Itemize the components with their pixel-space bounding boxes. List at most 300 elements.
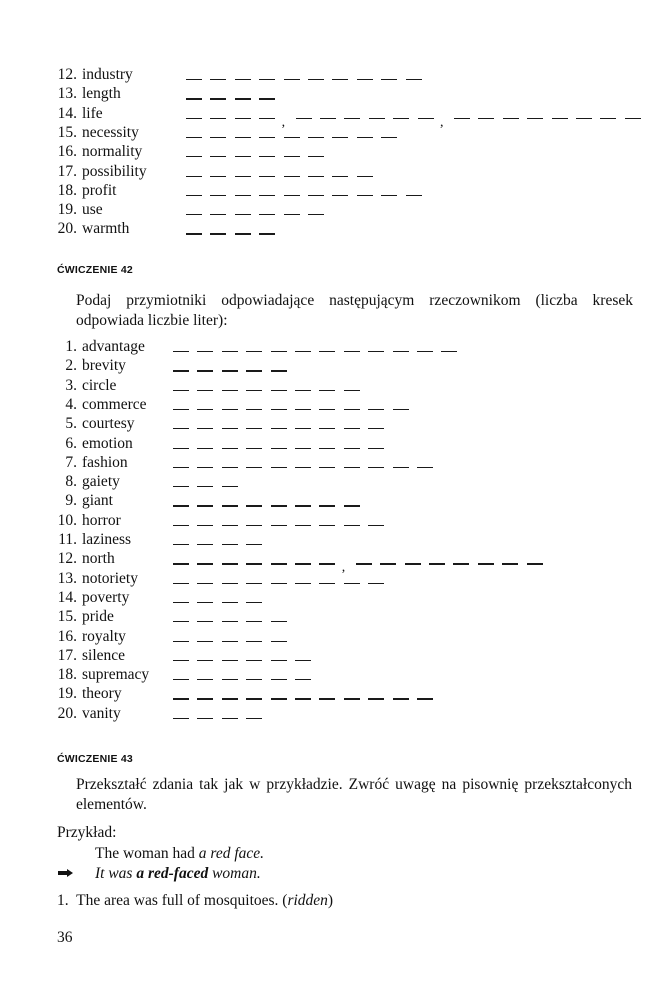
letter-dash (344, 409, 360, 410)
list-item (51, 220, 651, 238)
letter-dash (173, 467, 189, 468)
letter-dash (271, 583, 287, 584)
item-number: 18. (57, 666, 77, 684)
letter-dash (197, 602, 213, 603)
letter-dash (246, 602, 262, 603)
letter-dash (173, 679, 189, 680)
letter-dash (197, 621, 213, 622)
item-number: 8. (65, 473, 77, 491)
letter-dash (344, 118, 360, 119)
list-item (51, 104, 651, 130)
letter-dash (357, 195, 373, 196)
letter-dash (503, 118, 519, 119)
list-item (51, 163, 651, 181)
item-word: vanity (82, 704, 121, 722)
list-item (51, 357, 651, 375)
list-item (51, 377, 651, 395)
list-item (51, 647, 651, 665)
item-hint-italic: ridden (287, 892, 328, 909)
pointing-hand-icon (58, 868, 74, 878)
item-number: 14. (57, 104, 77, 122)
example-plain-text: The woman had (95, 845, 199, 862)
letter-dash (344, 467, 360, 468)
letter-dash (332, 137, 348, 138)
letter-dash (173, 718, 189, 719)
letter-dash (210, 195, 226, 196)
letter-dash (319, 563, 335, 564)
letter-dash (625, 118, 641, 119)
letter-dash (357, 176, 373, 177)
letter-dash (368, 525, 384, 526)
letter-dash (197, 351, 213, 352)
letter-dash (222, 390, 238, 391)
letter-dash (368, 351, 384, 352)
letter-dash (173, 583, 189, 584)
letter-dash (222, 679, 238, 680)
letter-dash (344, 351, 360, 352)
item-word: circle (82, 376, 117, 394)
letter-dash (246, 698, 262, 699)
letter-dash (246, 679, 262, 680)
letter-dash (186, 118, 202, 119)
item-number: 9. (65, 492, 77, 510)
letter-dash (210, 214, 226, 215)
letter-dash (186, 214, 202, 215)
item-number: 16. (57, 627, 77, 645)
list-item (51, 85, 651, 103)
item-word: emotion (82, 434, 133, 452)
list-item (51, 454, 651, 472)
letter-dash (246, 409, 262, 410)
letter-dash (246, 660, 262, 661)
letter-dash (357, 137, 373, 138)
list-item (51, 124, 651, 142)
letter-dash (381, 137, 397, 138)
letter-dash (478, 563, 494, 564)
letter-dash (319, 525, 335, 526)
letter-dash (197, 544, 213, 545)
letter-dash (246, 428, 262, 429)
letter-dash (259, 156, 275, 157)
item-word: possibility (82, 162, 147, 180)
item-number: 14. (57, 588, 77, 606)
letter-dash (296, 118, 312, 119)
letter-dash (173, 390, 189, 391)
letter-dash (222, 351, 238, 352)
letter-dash (332, 176, 348, 177)
page-number: 36 (57, 929, 73, 946)
item-word: royalty (82, 627, 126, 645)
letter-dash (319, 351, 335, 352)
item-close-paren: ) (327, 892, 334, 909)
letter-dash (259, 176, 275, 177)
item-number: 11. (58, 531, 77, 548)
letter-dash (295, 698, 311, 699)
item-number: 19. (57, 201, 77, 219)
letter-dash (246, 351, 262, 352)
letter-dash (222, 544, 238, 545)
letter-dash (173, 563, 189, 564)
letter-dash (173, 698, 189, 699)
item-number: 1. (65, 338, 77, 355)
letter-dash (271, 409, 287, 410)
item-word: silence (82, 646, 126, 664)
letter-dash (173, 641, 189, 642)
list-item (51, 66, 651, 84)
letter-dash (246, 563, 262, 564)
letter-dash (332, 195, 348, 196)
item-number: 2. (65, 357, 77, 375)
letter-dash (284, 176, 300, 177)
item-number: 20. (57, 220, 77, 238)
letter-dash (381, 79, 397, 80)
item-word: horror (82, 511, 121, 529)
letter-dash (429, 563, 445, 564)
letter-dash (173, 525, 189, 526)
letter-dash (173, 621, 189, 622)
letter-dash (197, 563, 213, 564)
letter-dash (222, 448, 238, 449)
letter-dash (246, 641, 262, 642)
letter-dash (173, 505, 189, 506)
letter-dash (454, 118, 470, 119)
letter-dash (259, 137, 275, 138)
item-number: 1. (57, 892, 69, 909)
list-item (51, 435, 651, 453)
letter-dash (235, 137, 251, 138)
letter-dash (284, 156, 300, 157)
list-item (51, 531, 651, 549)
letter-dash (295, 660, 311, 661)
letter-dash (417, 467, 433, 468)
list-item (51, 608, 651, 626)
letter-dash (235, 214, 251, 215)
letter-dash (381, 195, 397, 196)
letter-dash (271, 698, 287, 699)
list-item (51, 396, 651, 414)
item-word: commerce (82, 395, 147, 413)
letter-dash (222, 370, 238, 371)
list-item (51, 570, 651, 588)
letter-dash (246, 448, 262, 449)
item-word: fashion (82, 453, 128, 471)
item-number: 10. (57, 511, 77, 529)
item-word: giant (82, 492, 113, 510)
item-number: 12. (57, 550, 77, 568)
letter-dash (319, 583, 335, 584)
letter-dash (344, 583, 360, 584)
letter-dash (368, 698, 384, 699)
letter-dash (478, 118, 494, 119)
letter-dash (197, 641, 213, 642)
letter-dash (406, 195, 422, 196)
letter-dash (246, 467, 262, 468)
letter-dash (173, 428, 189, 429)
letter-dash (197, 679, 213, 680)
separator-comma: , (341, 560, 346, 576)
letter-dash (271, 467, 287, 468)
item-number: 15. (57, 608, 77, 626)
item-word: industry (82, 66, 133, 83)
letter-dash (246, 718, 262, 719)
letter-dash (246, 544, 262, 545)
letter-dash (259, 214, 275, 215)
letter-dash (259, 118, 275, 119)
item-word: theory (82, 685, 122, 703)
letter-dash (271, 563, 287, 564)
letter-dash (380, 563, 396, 564)
exercise-42-heading: ĆWICZENIE 42 (57, 264, 133, 276)
letter-dash (406, 79, 422, 80)
item-word: supremacy (82, 666, 150, 684)
letter-dash (235, 233, 251, 234)
item-word: courtesy (82, 415, 135, 433)
letter-dash (308, 195, 324, 196)
letter-dash (319, 409, 335, 410)
letter-dash (235, 98, 251, 99)
list-item (51, 589, 651, 607)
example-label: Przykład: (57, 824, 117, 841)
letter-dash (197, 505, 213, 506)
letter-dash (259, 233, 275, 234)
letter-dash (271, 641, 287, 642)
letter-dash (295, 390, 311, 391)
list-item (51, 473, 651, 491)
letter-dash (295, 525, 311, 526)
letter-dash (271, 505, 287, 506)
letter-dash (527, 118, 543, 119)
letter-dash (235, 79, 251, 80)
list-item (51, 415, 651, 433)
letter-dash (295, 428, 311, 429)
list-item (51, 143, 651, 161)
list-item (51, 628, 651, 646)
letter-dash (197, 583, 213, 584)
letter-dash (173, 370, 189, 371)
letter-dash (186, 176, 202, 177)
letter-dash (259, 98, 275, 99)
letter-dash (295, 467, 311, 468)
letter-dash (210, 176, 226, 177)
letter-dash (502, 563, 518, 564)
item-word: normality (82, 143, 143, 161)
letter-dash (527, 563, 543, 564)
list-item (51, 492, 651, 510)
item-word: warmth (82, 220, 130, 238)
letter-dash (319, 467, 335, 468)
letter-dash (173, 660, 189, 661)
letter-dash (197, 390, 213, 391)
letter-dash (393, 351, 409, 352)
letter-dash (295, 409, 311, 410)
item-word: necessity (82, 123, 139, 141)
exercise-43-item-1 (57, 891, 333, 911)
letter-dash (369, 118, 385, 119)
letter-dash (259, 79, 275, 80)
letter-dash (173, 544, 189, 545)
answer-italic-start: It was (95, 865, 137, 882)
letter-dash (393, 409, 409, 410)
letter-dash (295, 448, 311, 449)
letter-dash (246, 370, 262, 371)
letter-dash (308, 214, 324, 215)
letter-dash (210, 137, 226, 138)
letter-dash (271, 679, 287, 680)
letter-dash (295, 679, 311, 680)
exercise-43-instruction: Przekształć zdania tak jak w przykładzie. Zwróć uwagę na pisownię przekształconych elementów. (76, 776, 632, 813)
letter-dash (222, 505, 238, 506)
letter-dash (332, 79, 348, 80)
letter-dash (295, 351, 311, 352)
letter-dash (222, 698, 238, 699)
letter-dash (319, 390, 335, 391)
letter-dash (271, 428, 287, 429)
letter-dash (453, 563, 469, 564)
letter-dash (368, 467, 384, 468)
list-item (51, 666, 651, 684)
letter-dash (210, 156, 226, 157)
item-word: brevity (82, 357, 126, 375)
item-word: profit (82, 181, 117, 199)
letter-dash (246, 390, 262, 391)
item-word: length (82, 85, 121, 103)
letter-dash (368, 409, 384, 410)
letter-dash (393, 118, 409, 119)
letter-dash (222, 583, 238, 584)
letter-dash (210, 98, 226, 99)
item-number: 15. (57, 123, 77, 141)
item-number: 16. (57, 143, 77, 161)
item-number: 6. (65, 434, 77, 452)
item-text: The area was full of mosquitoes. ( (76, 892, 288, 909)
letter-dash (418, 118, 434, 119)
letter-dash (197, 525, 213, 526)
item-number: 7. (65, 453, 77, 471)
letter-dash (197, 467, 213, 468)
letter-dash (235, 176, 251, 177)
letter-dash (319, 448, 335, 449)
letter-dash (308, 176, 324, 177)
item-number: 19. (57, 685, 77, 703)
list-item (51, 512, 651, 530)
letter-dash (295, 583, 311, 584)
letter-dash (319, 428, 335, 429)
item-word: notoriety (82, 569, 138, 587)
letter-dash (417, 351, 433, 352)
letter-dash (295, 505, 311, 506)
letter-dash (368, 448, 384, 449)
letter-dash (197, 698, 213, 699)
letter-dash (222, 602, 238, 603)
letter-dash (197, 370, 213, 371)
letter-dash (235, 195, 251, 196)
item-number: 20. (57, 704, 77, 722)
letter-dash (344, 428, 360, 429)
letter-dash (271, 448, 287, 449)
letter-dash (441, 351, 457, 352)
letter-dash (319, 698, 335, 699)
letter-dash (235, 156, 251, 157)
item-number: 3. (65, 376, 77, 394)
letter-dash (344, 448, 360, 449)
letter-dash (222, 621, 238, 622)
letter-dash (186, 233, 202, 234)
letter-dash (197, 428, 213, 429)
letter-dash (173, 409, 189, 410)
list-item (51, 182, 651, 200)
list-item (51, 201, 651, 219)
item-number: 17. (57, 646, 77, 664)
letter-dash (271, 525, 287, 526)
letter-dash (186, 195, 202, 196)
letter-dash (197, 409, 213, 410)
letter-dash (173, 448, 189, 449)
exercise-42-instruction: Podaj przymiotniki odpowiadające następującym rzeczownikom (liczba kresek odpowiada liczbie liter): (76, 292, 633, 329)
letter-dash (186, 98, 202, 99)
item-word: pride (82, 608, 114, 626)
letter-dash (197, 718, 213, 719)
letter-dash (295, 563, 311, 564)
letter-dash (344, 505, 360, 506)
letter-dash (222, 467, 238, 468)
letter-dash (600, 118, 616, 119)
item-number: 13. (57, 85, 77, 103)
letter-dash (186, 79, 202, 80)
example-italic-text: a red face. (198, 845, 265, 862)
answer-bold-phrase: a red-faced (136, 865, 209, 882)
letter-dash (308, 156, 324, 157)
letter-dash (271, 390, 287, 391)
letter-dash (235, 118, 251, 119)
exercise-43-heading: ĆWICZENIE 43 (57, 753, 133, 765)
item-word: laziness (82, 531, 132, 548)
letter-dash (222, 409, 238, 410)
letter-dash (308, 79, 324, 80)
letter-dash (344, 525, 360, 526)
letter-dash (552, 118, 568, 119)
letter-dash (356, 563, 372, 564)
letter-dash (173, 486, 189, 487)
letter-dash (222, 428, 238, 429)
letter-dash (246, 525, 262, 526)
letter-dash (222, 486, 238, 487)
letter-dash (271, 370, 287, 371)
list-item (51, 338, 651, 356)
item-word: life (82, 104, 103, 122)
letter-dash (284, 214, 300, 215)
letter-dash (368, 428, 384, 429)
item-number: 17. (57, 162, 77, 180)
separator-comma: , (281, 114, 286, 130)
letter-dash (393, 467, 409, 468)
letter-dash (271, 621, 287, 622)
letter-dash (197, 448, 213, 449)
letter-dash (271, 660, 287, 661)
item-number: 5. (65, 415, 77, 433)
letter-dash (186, 137, 202, 138)
letter-dash (222, 525, 238, 526)
list-item (51, 685, 651, 703)
letter-dash (344, 390, 360, 391)
list-item (51, 705, 651, 723)
item-word: north (82, 550, 115, 568)
item-word: advantage (82, 338, 145, 355)
item-word: poverty (82, 588, 130, 606)
item-number: 13. (57, 569, 77, 587)
separator-comma: , (440, 114, 444, 130)
letter-dash (320, 118, 336, 119)
letter-dash (246, 505, 262, 506)
